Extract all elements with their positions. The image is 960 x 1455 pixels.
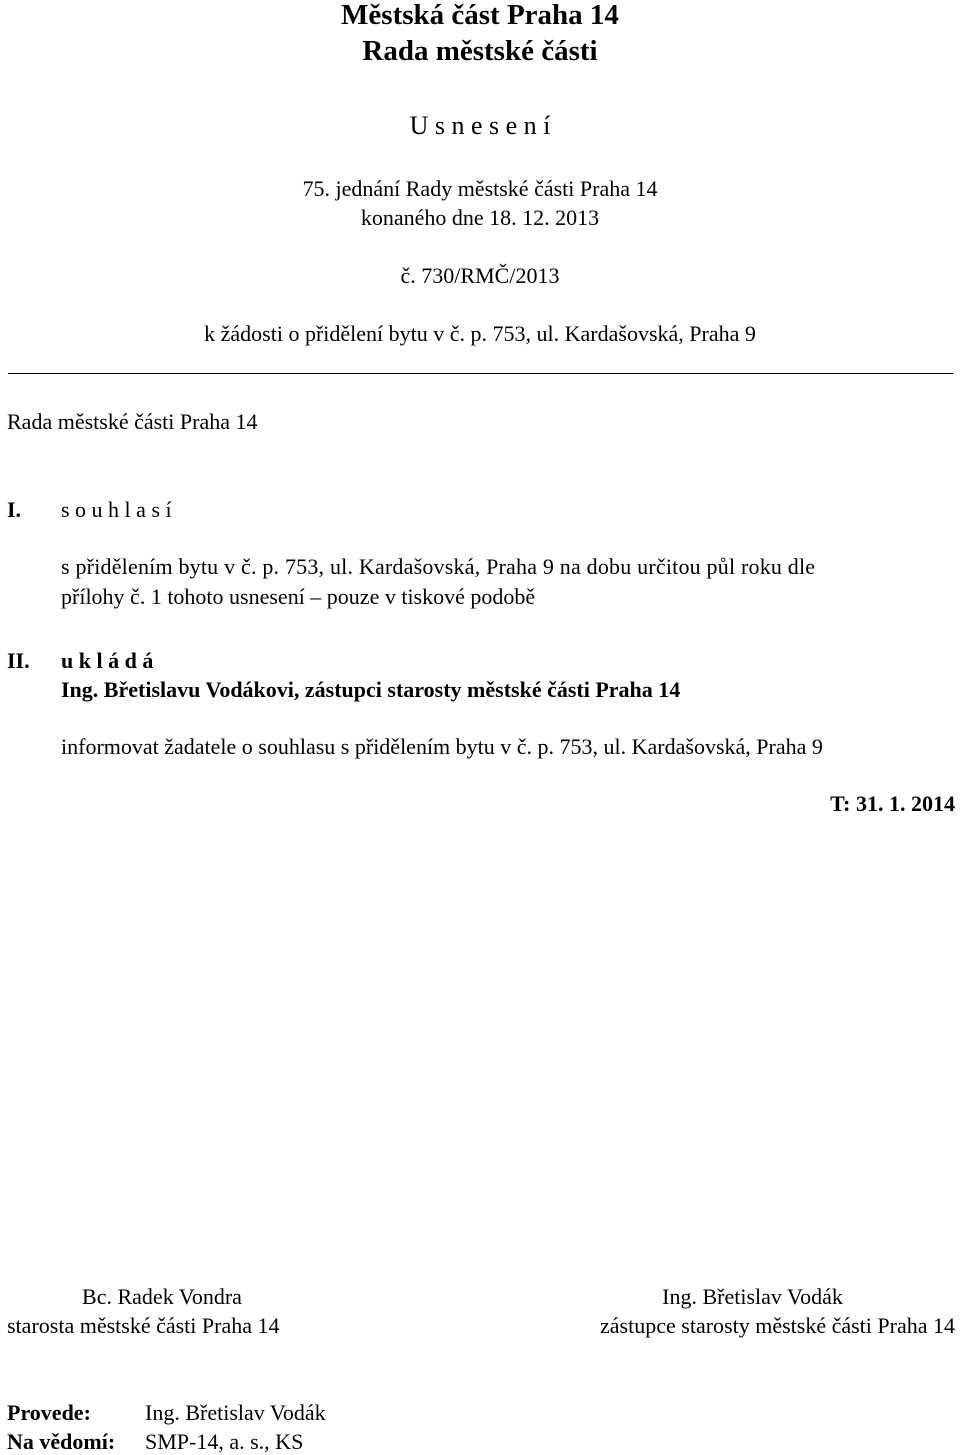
doc-type: U s n e s e n í [409,111,551,140]
title-municipality: Městská část Praha 14 [341,0,619,31]
section-1-text-line-1: s přidělením bytu v č. p. 753, ul. Kardašovská, Praha 9 na dobu určitou půl roku dle [61,554,816,579]
deadline: T: 31. 1. 2014 [830,791,955,816]
section-2-verb: u k l á d á [61,648,154,673]
title-council: Rada městské části [362,35,598,67]
section-2-task: informovat žadatele o souhlasu s přidělením bytu v č. p. 753, ul. Kardašovská, Praha 9 [61,734,823,759]
section-1-verb: s o u h l a s í [61,497,172,522]
provede-label: Provede: [7,1400,91,1425]
na-vedomi-label: Na vědomí: [7,1429,116,1454]
signature-right-name: Ing. Břetislav Vodák [662,1284,843,1309]
section-2-numeral: II. [7,648,30,673]
signature-left-role: starosta městské části Praha 14 [7,1313,280,1338]
signature-right-role: zástupce starosty městské části Praha 14 [600,1313,955,1338]
council-name: Rada městské části Praha 14 [7,409,258,434]
divider-line [8,373,953,374]
resolution-number: č. 730/RMČ/2013 [400,263,560,288]
section-1-numeral: I. [7,497,22,522]
na-vedomi-value: SMP-14, a. s., KS [145,1429,304,1454]
meeting-line-2: konaného dne 18. 12. 2013 [360,205,600,230]
signature-left-name: Bc. Radek Vondra [82,1284,242,1309]
provede-value: Ing. Břetislav Vodák [145,1400,326,1425]
section-1-text-line-2: přílohy č. 1 tohoto usnesení – pouze v tiskové podobě [61,584,536,609]
meeting-line-1: 75. jednání Rady městské části Praha 14 [302,176,658,201]
resolution-subject: k žádosti o přidělení bytu v č. p. 753, ul. Kardašovská, Praha 9 [204,321,756,346]
section-2-recipient: Ing. Břetislavu Vodákovi, zástupci starosty městské části Praha 14 [61,677,681,702]
